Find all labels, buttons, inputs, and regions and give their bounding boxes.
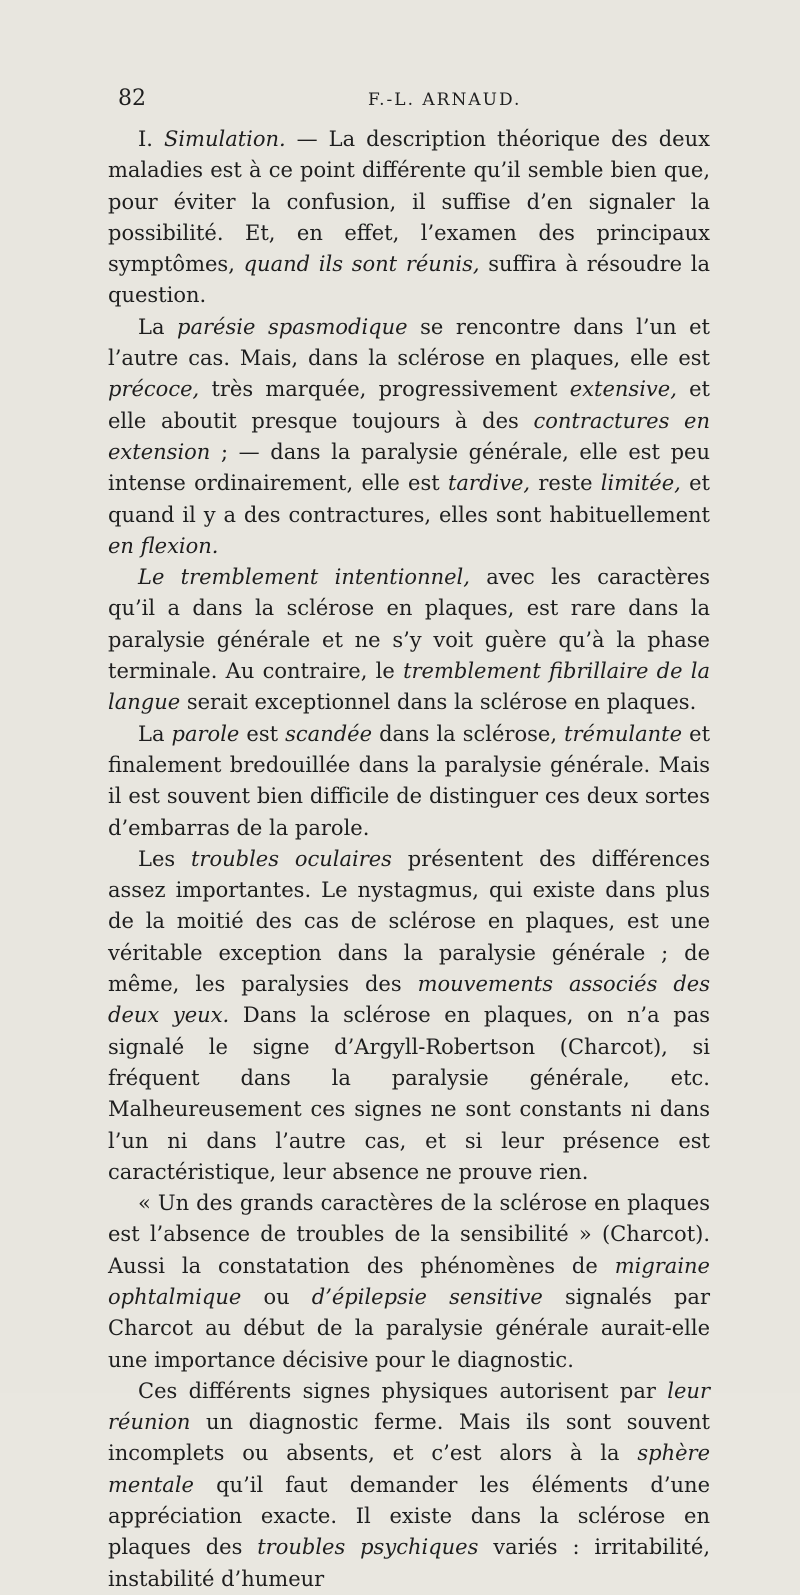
- italic-run: tardive,: [447, 471, 531, 496]
- text-run: un diagnostic ferme. Mais ils sont souvent incomplets ou absents, et c’est alors à la: [108, 1410, 710, 1466]
- paragraph-sensibilite: [108, 1188, 710, 1376]
- italic-run: troubles psychiques: [257, 1535, 479, 1560]
- text-run: Les: [138, 846, 191, 871]
- text-run: reste: [530, 471, 601, 496]
- italic-run: en flexion.: [108, 533, 219, 558]
- text-run: variés : irritabilité, instabilité d’humeur: [108, 1535, 710, 1591]
- text-run: dans la sclérose,: [372, 721, 565, 746]
- italic-run: parole: [171, 721, 240, 746]
- text-run: et quand il y a des contractures, elles sont habituellement: [108, 471, 710, 527]
- italic-run: migraine ophtalmique: [108, 1253, 710, 1309]
- text-run: — La description théorique des deux maladies est à ce point différente qu’il semble bien que, pour éviter la confusion, il suffise d’en signaler la possibilité. Et, en effet, l’examen des principaux symptômes,: [108, 127, 710, 277]
- text-run: Ces différents signes physiques autorisent par: [138, 1378, 668, 1403]
- italic-run: scandée: [285, 721, 373, 746]
- text-run: présentent des différences assez importantes. Le nystagmus, qui existe dans plus de la moitié des cas de sclérose en plaques, est une véritable exception dans la paralysie générale ; de même, les paralysies des: [108, 846, 711, 997]
- italic-run: tremblement fibrillaire de la langue: [108, 659, 710, 715]
- italic-run: d’épilepsie sensitive: [311, 1284, 543, 1309]
- text-run: serait exceptionnel dans la sclérose en plaques.: [180, 690, 697, 715]
- italic-run: contractures en extension: [108, 408, 710, 464]
- running-head: F.-L. ARNAUD.: [368, 90, 522, 110]
- text-run: suffira à résoudre la question.: [108, 252, 711, 308]
- text-run: très marquée, progressivement: [199, 377, 570, 402]
- text-run: est: [239, 721, 286, 746]
- italic-run: précoce,: [108, 377, 200, 402]
- paragraph-troubles-oculaires: [108, 844, 710, 1188]
- text-run: ou: [241, 1284, 312, 1309]
- italic-run: limitée,: [600, 471, 681, 496]
- text-run: signalés par Charcot au début de la paralysie générale aurait-elle une importance décisive pour le diagnostic.: [108, 1284, 710, 1372]
- text-run: « Un des grands caractères de la sclérose en plaques est l’absence de troubles de la sensibilité » (Charcot). Aussi la constatation des phénomènes de: [108, 1191, 710, 1278]
- italic-run: extensive,: [569, 377, 677, 402]
- page-header: [118, 86, 708, 116]
- text-run: Dans la sclérose en plaques, on n’a pas signalé le signe d’Argyll-Robertson (Charcot), si fréquent dans la paralysie générale, etc. Malheureusement ces signes ne sont constants ni dans l’un ni dans l’autre cas, et si leur présence est caractéristique, leur absence ne prouve rien.: [108, 1003, 710, 1184]
- text-run: ; — dans la paralysie générale, elle est peu intense ordinairement, elle est: [108, 439, 710, 496]
- paragraph-paresie: [108, 312, 710, 562]
- italic-run: leur réunion: [108, 1378, 710, 1435]
- page-number: 82: [118, 86, 146, 111]
- text-run: se rencontre dans l’un et l’autre cas. Mais, dans la sclérose en plaques, elle est: [108, 314, 710, 371]
- paragraph-signes-physiques: [108, 1376, 710, 1595]
- text-run: I.: [138, 127, 164, 151]
- italic-run: mouvements associés des deux yeux.: [108, 972, 710, 1028]
- paragraph-simulation: [108, 124, 710, 312]
- italic-run: trémulante: [564, 721, 683, 746]
- text-run: et finalement bredouillée dans la paralysie générale. Mais il est souvent bien difficile de distinguer ces deux sortes d’embarras de la parole.: [108, 721, 711, 840]
- text-run: avec les caractères qu’il a dans la sclérose en plaques, est rare dans la paralysie générale et ne s’y voit guère qu’à la phase terminale. Au contraire, le: [108, 565, 711, 684]
- text-run: La: [138, 721, 172, 746]
- text-run: La: [138, 314, 178, 339]
- paragraph-parole: [108, 719, 710, 844]
- text-run: et elle aboutit presque toujours à des: [108, 377, 710, 433]
- italic-run: parésie spasmodique: [177, 314, 408, 339]
- body-text: [108, 124, 710, 1595]
- italic-run: Le tremblement intentionnel,: [138, 565, 470, 590]
- italic-run: sphère mentale: [108, 1441, 710, 1497]
- italic-run: Simulation.: [163, 127, 286, 151]
- paragraph-tremblement: [108, 562, 710, 718]
- italic-run: quand ils sont réunis,: [243, 252, 480, 277]
- text-run: qu’il faut demander les éléments d’une appréciation exacte. Il existe dans la sclérose en plaques des: [108, 1472, 710, 1560]
- italic-run: troubles oculaires: [190, 846, 392, 871]
